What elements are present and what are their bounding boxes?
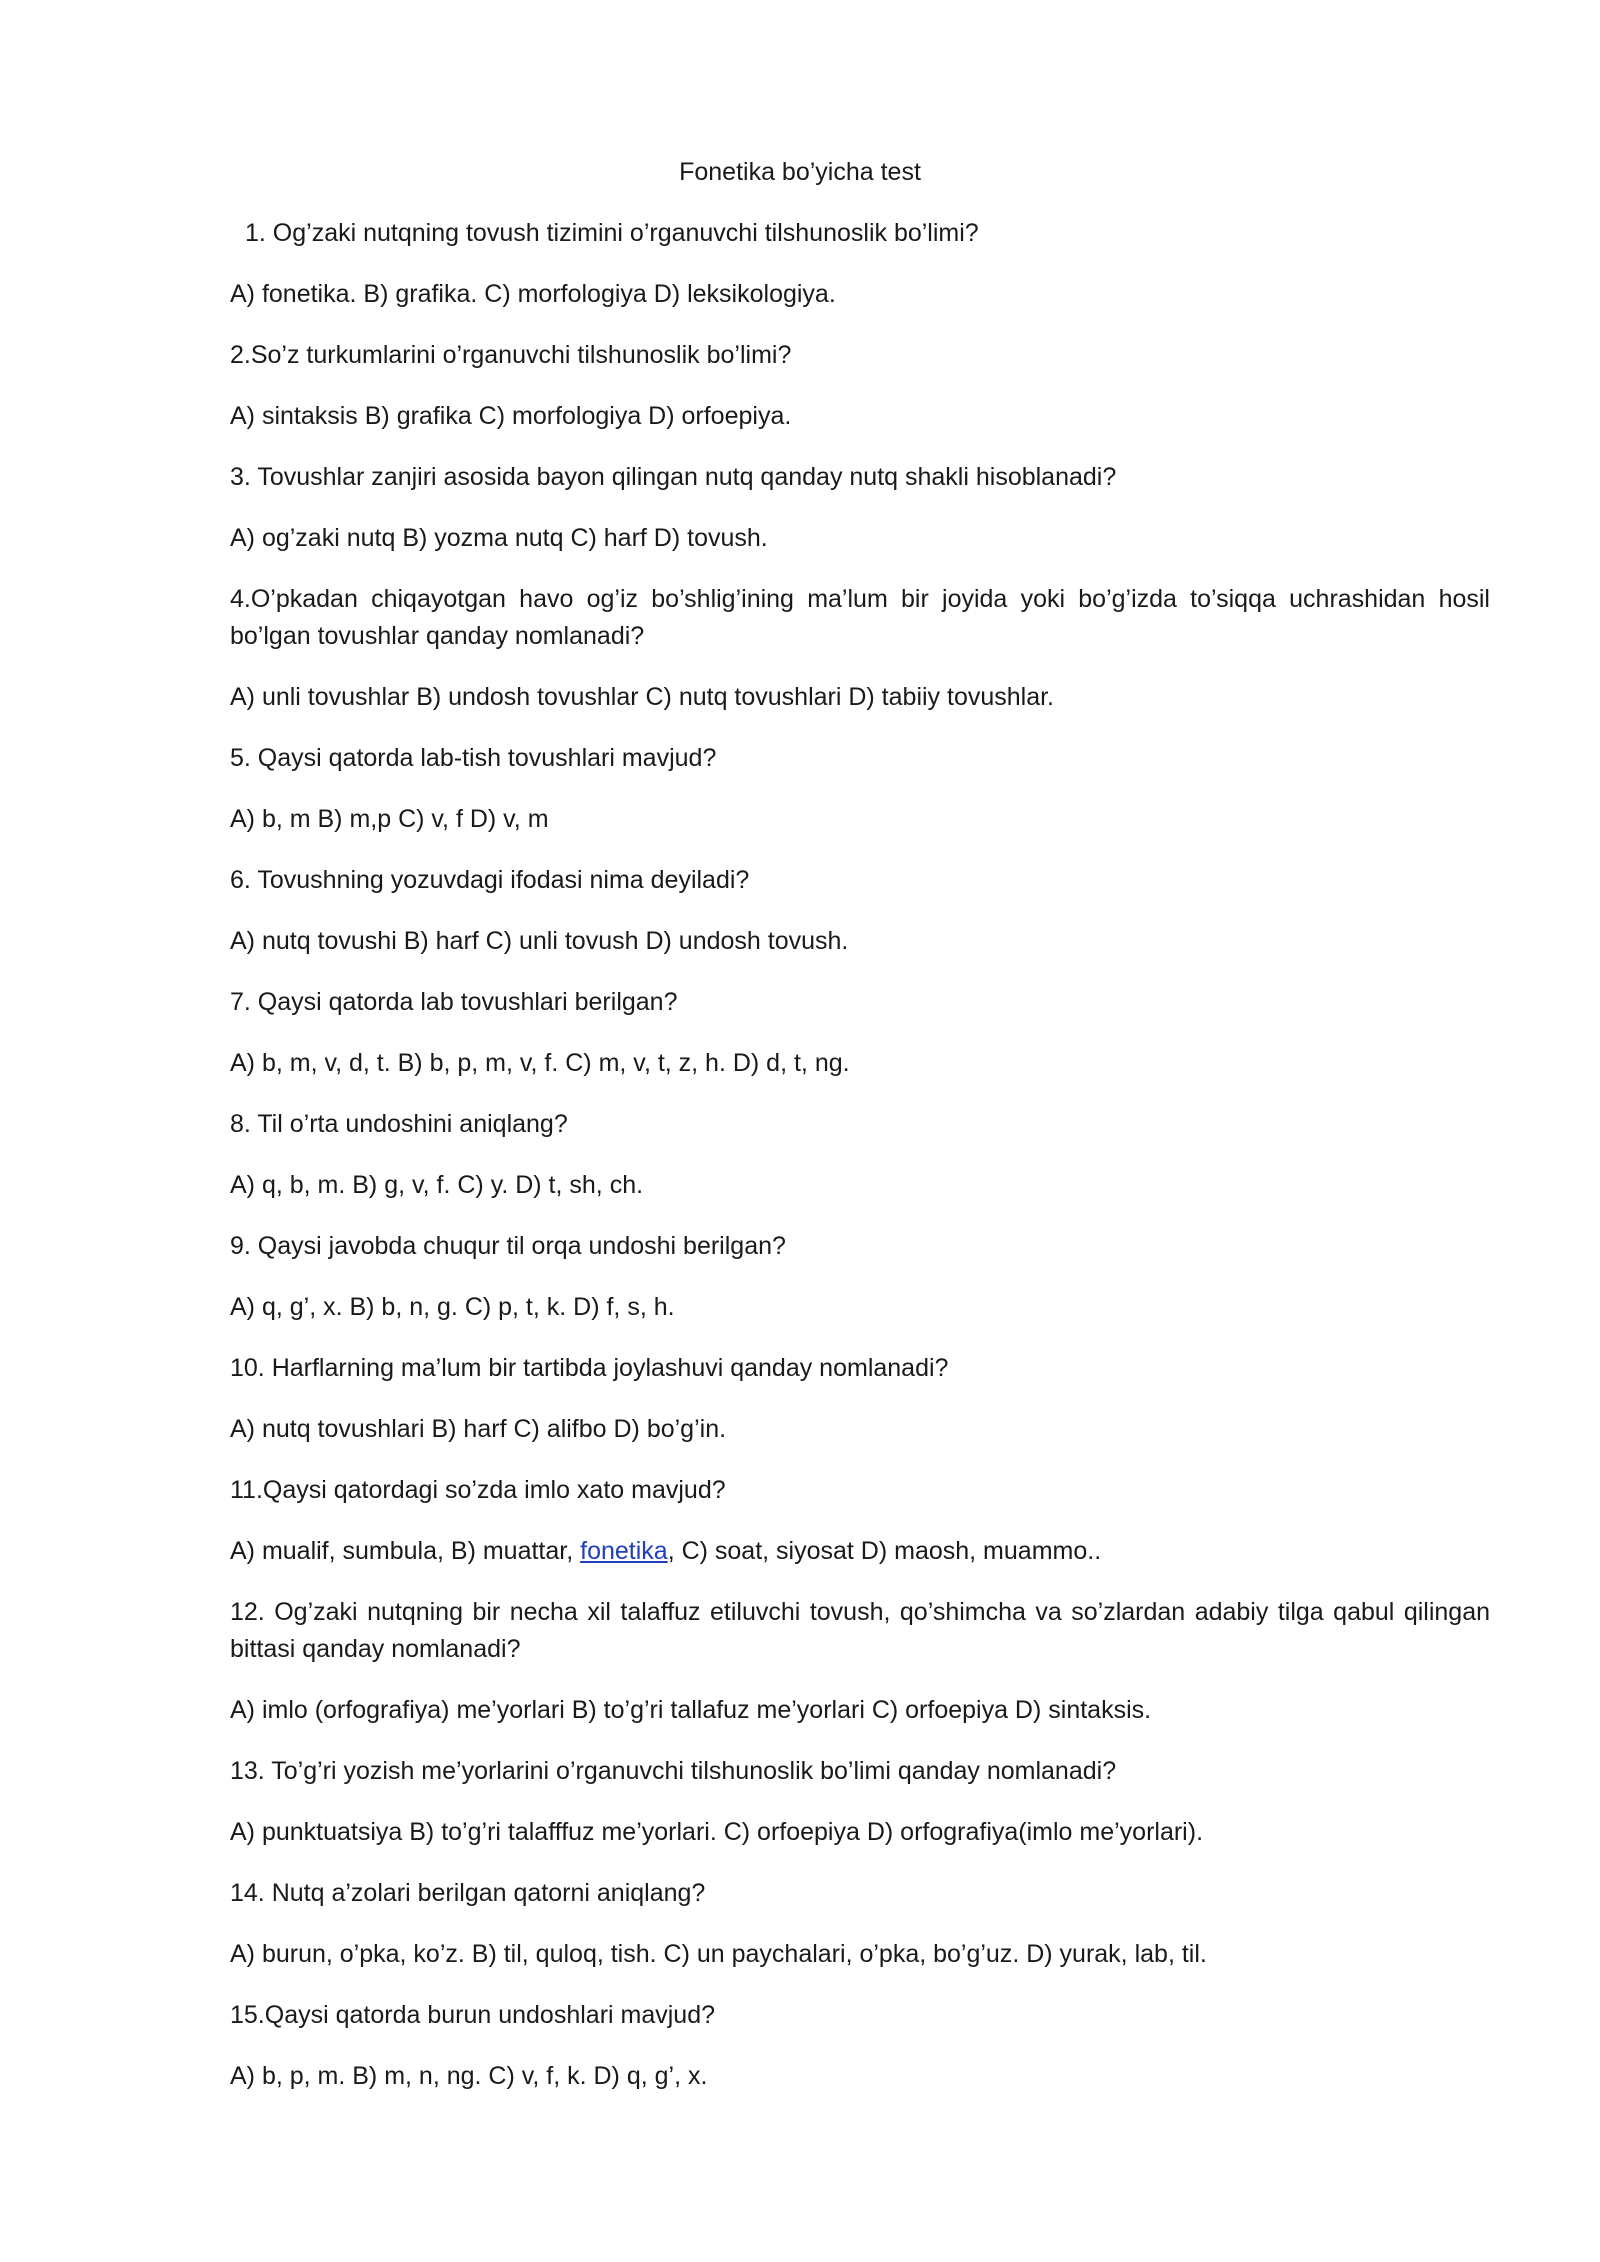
- question-3: 3. Tovushlar zanjiri asosida bayon qilingan nutq qanday nutq shakli hisoblanadi?: [230, 463, 1117, 491]
- question-1: 1. Og’zaki nutqning tovush tizimini o’rganuvchi tilshunoslik bo’limi?: [245, 219, 979, 247]
- question-7: 7. Qaysi qatorda lab tovushlari berilgan?: [230, 988, 678, 1016]
- answer-text-before-link: A) mualif, sumbula, B) muattar,: [230, 1537, 581, 1565]
- question-10: 10. Harflarning ma’lum bir tartibda joylashuvi qanday nomlanadi?: [230, 1354, 949, 1382]
- question-14: 14. Nutq a’zolari berilgan qatorni aniqlang?: [230, 1879, 706, 1907]
- document-title: Fonetika bo’yicha test: [679, 158, 921, 186]
- question-5: 5. Qaysi qatorda lab-tish tovushlari mavjud?: [230, 744, 717, 772]
- answer-options-5: A) b, m B) m,p C) v, f D) v, m: [230, 805, 549, 833]
- question-2: 2.So’z turkumlarini o’rganuvchi tilshunoslik bo’limi?: [230, 341, 792, 369]
- answer-options-14: A) burun, o’pka, ko’z. B) til, quloq, tish. C) un paychalari, o’pka, bo’g’uz. D) yurak, lab, til.: [230, 1940, 1207, 1968]
- question-6: 6. Tovushning yozuvdagi ifodasi nima deyiladi?: [230, 866, 750, 894]
- answer-options-9: A) q, g’, x. B) b, n, g. C) p, t, k. D) f, s, h.: [230, 1293, 675, 1321]
- question-15: 15.Qaysi qatorda burun undoshlari mavjud?: [230, 2001, 716, 2029]
- answer-options-11: [230, 1533, 1490, 1570]
- question-11: 11.Qaysi qatordagi so’zda imlo xato mavjud?: [230, 1476, 726, 1504]
- fonetika-link[interactable]: fonetika: [580, 1537, 668, 1565]
- answer-options-2: A) sintaksis B) grafika C) morfologiya D) orfoepiya.: [230, 402, 792, 430]
- answer-options-6: A) nutq tovushi B) harf C) unli tovush D) undosh tovush.: [230, 927, 849, 955]
- answer-options-12: A) imlo (orfografiya) me’yorlari B) to’g’ri tallafuz me’yorlari C) orfoepiya D) sintaksis.: [230, 1696, 1152, 1724]
- test-content: [230, 215, 1490, 2119]
- answer-options-8: A) q, b, m. B) g, v, f. C) y. D) t, sh, ch.: [230, 1171, 644, 1199]
- question-8: 8. Til o’rta undoshini aniqlang?: [230, 1110, 568, 1138]
- answer-options-3: A) og’zaki nutq B) yozma nutq C) harf D) tovush.: [230, 524, 768, 552]
- question-4: 4.O’pkadan chiqayotgan havo og’iz bo’shlig’ining ma’lum bir joyida yoki bo’g’izda to’siqqa uchrashidan hosil bo’lgan tovushlar qanday nomlanadi?: [230, 585, 1490, 650]
- answer-options-10: A) nutq tovushlari B) harf C) alifbo D) bo’g’in.: [230, 1415, 727, 1443]
- answer-options-7: A) b, m, v, d, t. B) b, p, m, v, f. C) m, v, t, z, h. D) d, t, ng.: [230, 1049, 850, 1077]
- answer-options-4: A) unli tovushlar B) undosh tovushlar C) nutq tovushlari D) tabiiy tovushlar.: [230, 683, 1054, 711]
- answer-options-13: A) punktuatsiya B) to’g’ri talafffuz me’yorlari. C) orfoepiya D) orfografiya(imlo me’yorlari).: [230, 1818, 1204, 1846]
- question-9: 9. Qaysi javobda chuqur til orqa undoshi berilgan?: [230, 1232, 786, 1260]
- question-12: 12. Og’zaki nutqning bir necha xil talaffuz etiluvchi tovush, qo’shimcha va so’zlardan adabiy tilga qabul qilingan bittasi qanday nomlanadi?: [230, 1598, 1490, 1663]
- answer-options-15: A) b, p, m. B) m, n, ng. C) v, f, k. D) q, g’, x.: [230, 2062, 708, 2090]
- answer-text-after-link: , C) soat, siyosat D) maosh, muammo..: [667, 1537, 1102, 1565]
- answer-options-1: A) fonetika. B) grafika. C) morfologiya D) leksikologiya.: [230, 280, 836, 308]
- question-13: 13. To’g’ri yozish me’yorlarini o’rganuvchi tilshunoslik bo’limi qanday nomlanadi?: [230, 1757, 1117, 1785]
